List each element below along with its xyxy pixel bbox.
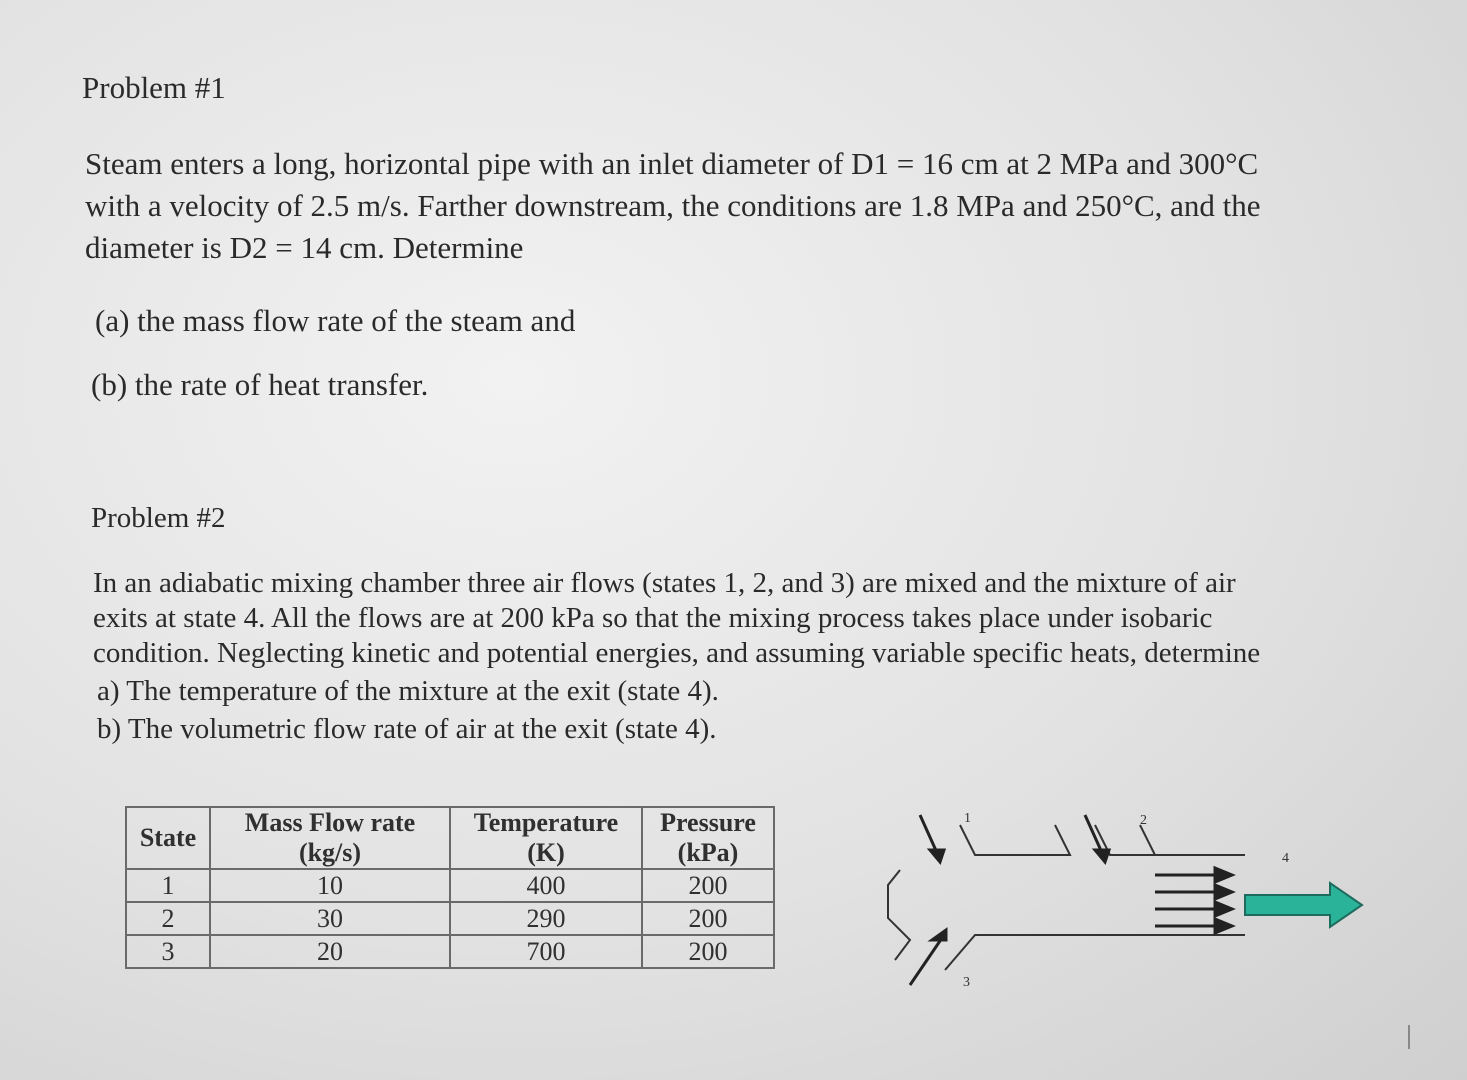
cell-temp: 400 xyxy=(450,869,642,902)
cell-pressure: 200 xyxy=(642,935,774,968)
table-row xyxy=(126,902,774,935)
problem1-part-b: (b) the rate of heat transfer. xyxy=(91,367,429,402)
cell-mass: 10 xyxy=(210,869,450,902)
problem2-title: Problem #2 xyxy=(91,502,226,534)
cell-state: 3 xyxy=(126,935,210,968)
chamber-top-wall xyxy=(960,825,1070,855)
cell-mass: 30 xyxy=(210,902,450,935)
problem1-part-a: (a) the mass flow rate of the steam and xyxy=(95,303,576,338)
chamber-top-wall-2 xyxy=(1095,825,1245,855)
cell-temp: 290 xyxy=(450,902,642,935)
problem2-part-b: b) The volumetric flow rate of air at the exit (state 4). xyxy=(97,713,717,745)
problem2-part-a: a) The temperature of the mixture at the exit (state 4). xyxy=(97,675,719,707)
cell-pressure: 200 xyxy=(642,869,774,902)
problem2-statement xyxy=(93,566,1260,671)
problem1-statement xyxy=(85,143,1261,269)
problem2-line: exits at state 4. All the flows are at 200 kPa so that the mixing process takes place under isobaric xyxy=(93,602,1213,634)
diagram-label-3: 3 xyxy=(963,975,970,990)
chamber-left-wall xyxy=(888,870,910,960)
mixing-chamber-diagram xyxy=(870,800,1370,1000)
exit-arrow xyxy=(1245,883,1362,927)
header-temperature: Temperature (K) xyxy=(450,807,642,869)
inlet-arrowhead-1 xyxy=(930,850,944,862)
inlet-arrow-3 xyxy=(910,938,942,985)
header-state: State xyxy=(126,807,210,869)
flow-data-table xyxy=(125,806,775,969)
header-mass-flow: Mass Flow rate (kg/s) xyxy=(210,807,450,869)
cell-mass: 20 xyxy=(210,935,450,968)
problem1-line: with a velocity of 2.5 m/s. Farther downstream, the conditions are 1.8 MPa and 250°C, and the xyxy=(85,188,1261,223)
inlet-arrowhead-2 xyxy=(1095,850,1109,862)
table-row xyxy=(126,935,774,968)
chamber-bottom-wall xyxy=(945,935,1245,970)
problem1-line: diameter is D2 = 14 cm. Determine xyxy=(85,230,524,265)
text-cursor xyxy=(1408,1025,1410,1049)
cell-temp: 700 xyxy=(450,935,642,968)
problem1-line: Steam enters a long, horizontal pipe with an inlet diameter of D1 = 16 cm at 2 MPa and 300°C xyxy=(85,146,1259,181)
problem2-line: In an adiabatic mixing chamber three air flows (states 1, 2, and 3) are mixed and the mixture of air xyxy=(93,567,1236,599)
diagram-label-2: 2 xyxy=(1140,813,1147,828)
cell-state: 1 xyxy=(126,869,210,902)
diagram-label-4: 4 xyxy=(1282,851,1289,866)
header-pressure: Pressure (kPa) xyxy=(642,807,774,869)
inlet-arrowhead-3 xyxy=(932,930,946,940)
table-header-row xyxy=(126,807,774,869)
problem2-line: condition. Neglecting kinetic and potential energies, and assuming variable specific heats, determine xyxy=(93,637,1261,669)
problem1-title: Problem #1 xyxy=(82,70,226,105)
diagram-label-1: 1 xyxy=(964,811,971,826)
cell-pressure: 200 xyxy=(642,902,774,935)
table-row xyxy=(126,869,774,902)
cell-state: 2 xyxy=(126,902,210,935)
